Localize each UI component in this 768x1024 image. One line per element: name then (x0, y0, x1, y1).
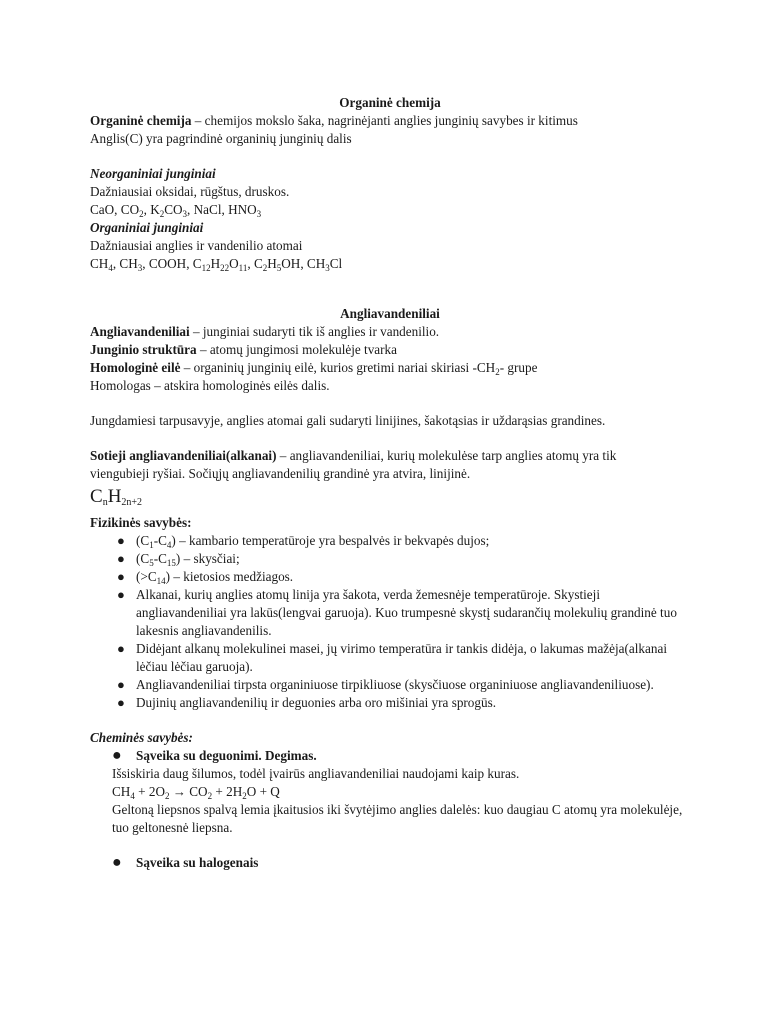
arrow-icon: → (172, 784, 186, 799)
text-line: Dažniausiai oksidai, rūgštus, druskos. (90, 184, 290, 199)
list-item: ● Didėjant alkanų molekulinei masei, jų virimo temperatūra ir tankis didėja, o lakumas mažėja(alkanai lėčiau lėčiau garuoja). (117, 641, 667, 674)
section-title: Angliavandeniliai (340, 306, 440, 321)
term-organine-chemija: Organinė chemija (90, 113, 192, 128)
definition-line: Homologas – atskira homologinės eilės dalis. (90, 378, 330, 393)
text-line: Geltoną liepsnos spalvą lemia įkaitusios iki švytėjimo anglies dalelės: kuo daugiau C atomų yra molekulėje, tuo geltonesnė liepsna. (112, 802, 683, 835)
list-item: ● Angliavandeniliai tirpsta organiniuose tirpikliuose (skysčiuose organiniuose angliavandeniliuose). (117, 677, 654, 692)
formula-line: $CH_4$, $CH_3$, COOH, $C_{12}H_{22}O_{11}$, $C_2H_5OH$, $CH_3Cl$ (90, 256, 343, 273)
definition-line: Organinė chemija – chemijos mokslo šaka, nagrinėjanti anglies junginių savybes ir kitimus (90, 113, 578, 128)
general-formula: $C_nH_{2n+2}$ (90, 486, 143, 508)
bullet-icon: ● (117, 677, 125, 692)
bullet-icon: ● (117, 569, 125, 584)
definition-line: Sotieji angliavandeniliai(alkanai) – angliavandeniliai, kurių molekulėse tarp anglies atomų yra tik (90, 448, 617, 463)
bullet-icon: ● (117, 551, 125, 566)
subheading-chemines: Cheminės savybės: (90, 730, 193, 745)
bullet-icon: ● (117, 695, 125, 710)
list-item: ● Sąveika su halogenais (112, 854, 259, 871)
bullet-icon: ● (112, 854, 122, 871)
bullet-icon: ● (117, 641, 125, 656)
reaction-equation: $CH_4 + 2O_2 \to CO_2 + 2H_2O + Q$ (112, 784, 280, 801)
list-item: ● $(>C_{14})$ – kietosios medžiagos. (117, 569, 294, 586)
definition-line: Junginio struktūra – atomų jungimosi molekulėje tvarka (90, 342, 397, 357)
subheading-neorganiniai: Neorganiniai junginiai (90, 166, 216, 181)
text-line: Dažniausiai anglies ir vandenilio atomai (90, 238, 303, 253)
document-content (90, 94, 690, 872)
text-line: viengubieji ryšiai. Sočiųjų angliavandenilių grandinė yra atvira, linijinė. (90, 466, 471, 481)
list-item: ● $(C_5-C_{15})$ – skysčiai; (117, 551, 240, 568)
definition-line: Homologinė eilė – organinių junginių eilė, kurios gretimi nariai skiriasi $-CH_2-$ grupe (90, 360, 538, 377)
page-title: Organinė chemija (339, 95, 441, 110)
definition-line: Anglis(C) yra pagrindinė organinių junginių dalis (90, 131, 352, 146)
list-item: ● Sąveika su deguonimi. Degimas. (112, 747, 317, 764)
subheading-organiniai: Organiniai junginiai (90, 220, 204, 235)
text-line: Jungdamiesi tarpusavyje, anglies atomai gali sudaryti linijines, šakotąsias ir uždarąsias grandines. (90, 413, 606, 428)
subheading-fizikines: Fizikinės savybės: (90, 515, 192, 530)
bullet-icon: ● (112, 747, 122, 764)
list-item: ● Dujinių angliavandenilių ir deguonies arba oro mišiniai yra sprogūs. (117, 695, 497, 710)
bullet-icon: ● (117, 587, 125, 602)
definition-line: Angliavandeniliai – junginiai sudaryti tik iš anglies ir vandenilio. (90, 324, 440, 339)
list-item: ● $(C_1-C_4)$ – kambario temperatūroje yra bespalvės ir bekvapės dujos; (117, 533, 490, 550)
physical-properties-list (90, 532, 690, 712)
list-item: ● Alkanai, kurių anglies atomų linija yra šakota, verda žemesnėje temperatūroje. Skystieji angliavandeniliai yra lakūs(lengvai garuoja). Kuo trumpesnė skystį sudarančių molekulių grandinė tuo lakesnis angliavandenilis. (117, 587, 677, 638)
text-line: Išsiskiria daug šilumos, todėl įvairūs angliavandeniliai naudojami kaip kuras. (112, 766, 520, 781)
formula-line: CaO, $CO_2$, $K_2CO_3$, NaCl, $HNO_3$ (90, 202, 262, 219)
reaction-block (90, 765, 690, 837)
bullet-icon: ● (117, 533, 125, 548)
